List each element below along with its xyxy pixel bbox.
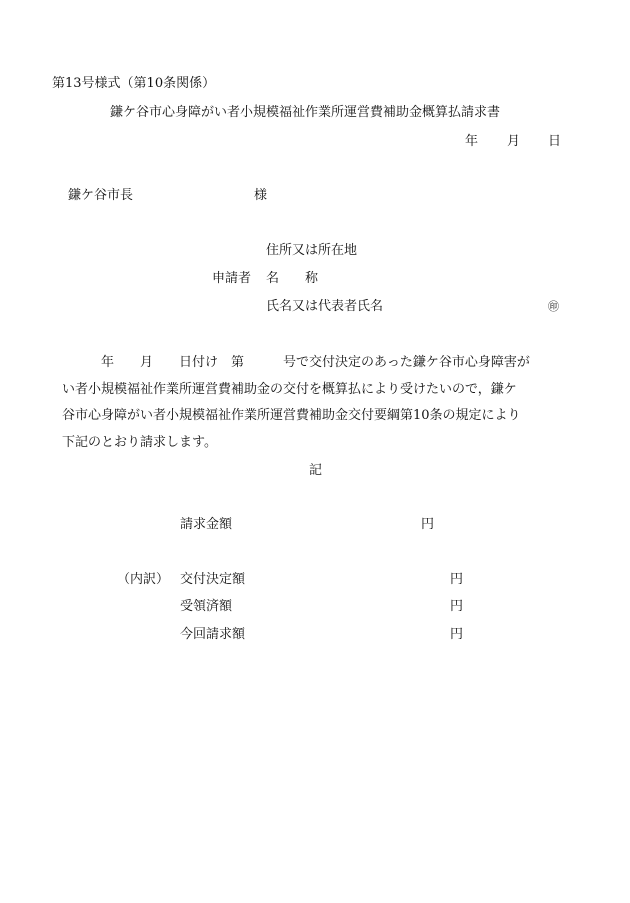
form-number: 第13号様式（第10条関係） [52, 76, 216, 91]
breakdown-item-unit: 円 [450, 572, 464, 587]
applicant-label: 申請者 [212, 271, 252, 286]
paragraph-line: 年 月 日付け 第 号で交付決定のあった鎌ケ谷市心身障害が [62, 355, 530, 370]
paragraph-line: 谷市心身障がい者小規模福祉作業所運営費補助金交付要綱第10条の規定により [62, 408, 521, 423]
applicant-name-label: 名 称 [266, 271, 319, 286]
document-title: 鎌ケ谷市心身障がい者小規模福祉作業所運営費補助金概算払請求書 [110, 105, 501, 120]
breakdown-item-unit: 円 [450, 599, 464, 614]
claim-amount-unit: 円 [421, 517, 435, 532]
breakdown-item-unit: 円 [450, 627, 464, 642]
applicant-address-label: 住所又は所在地 [266, 243, 358, 258]
breakdown-label: （内訳） [117, 572, 170, 587]
seal-mark: ㊞ [548, 300, 559, 313]
date-year-label: 年 [465, 134, 479, 149]
claim-amount-label: 請求金額 [180, 517, 233, 532]
addressee-honorific: 様 [254, 188, 268, 203]
breakdown-item-label: 受領済額 [180, 599, 233, 614]
note-heading: 記 [309, 463, 323, 478]
applicant-representative-label: 氏名又は代表者氏名 [266, 299, 384, 314]
paragraph-line: い者小規模福祉作業所運営費補助金の交付を概算払により受けたいので，鎌ケ [62, 381, 517, 397]
request-paragraph [62, 350, 562, 456]
breakdown-item-label: 交付決定額 [180, 572, 246, 587]
date-day-label: 日 [548, 134, 562, 149]
breakdown-item-label: 今回請求額 [180, 627, 246, 642]
date-month-label: 月 [507, 134, 521, 149]
paragraph-line: 下記のとおり請求します。 [62, 434, 217, 450]
addressee-name: 鎌ケ谷市長 [68, 188, 134, 203]
